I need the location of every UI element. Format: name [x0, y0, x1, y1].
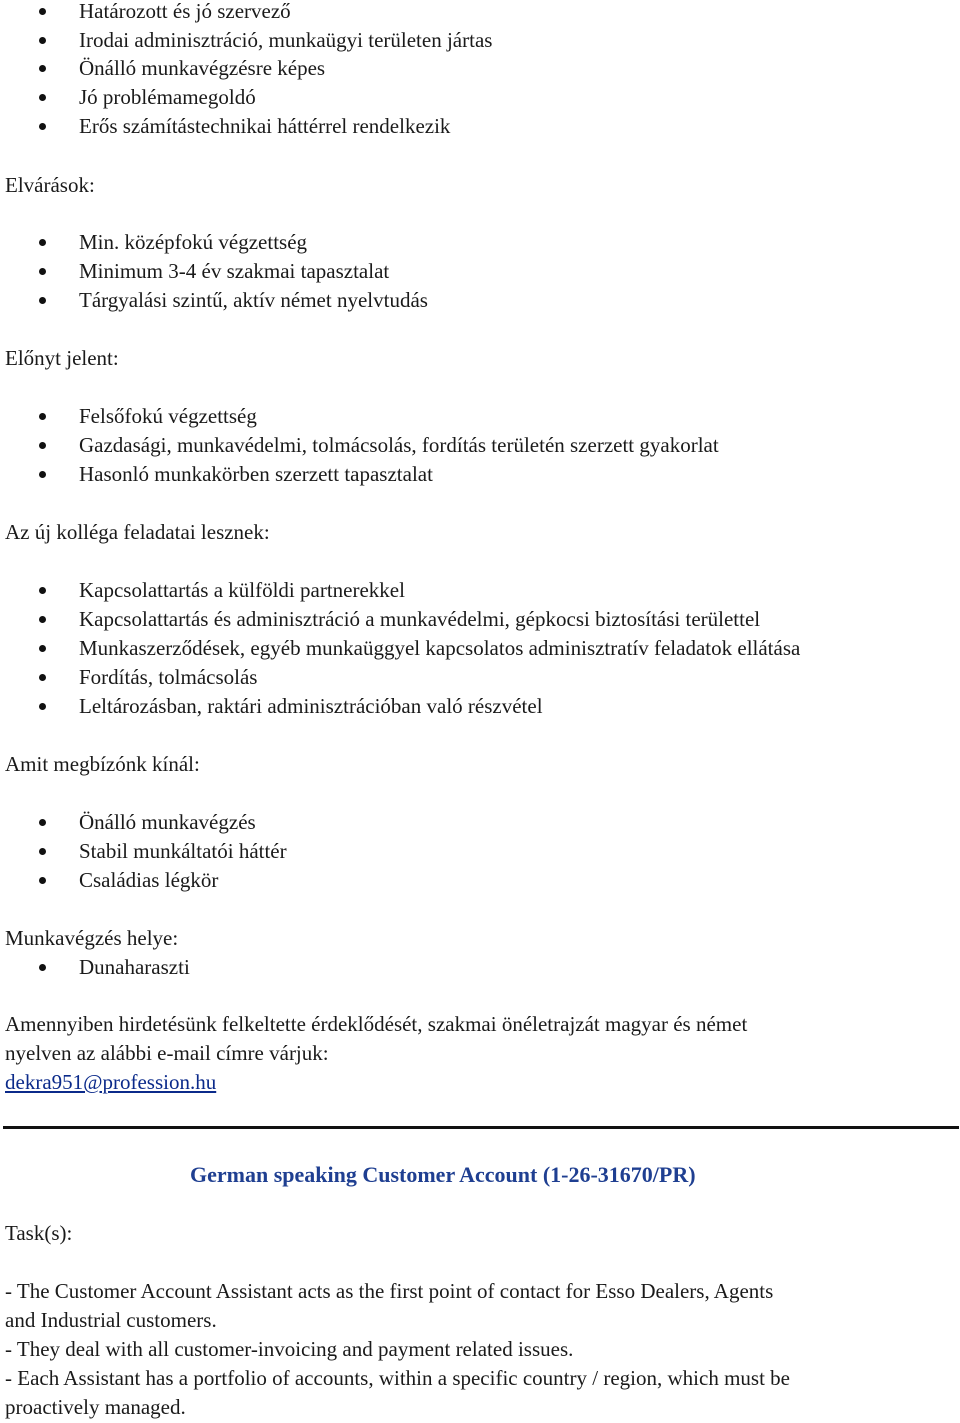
list-item: Leltározásban, raktári adminisztrációban való részvétel	[79, 694, 543, 718]
offer-heading: Amit megbízónk kínál:	[5, 752, 200, 776]
apply-text-line-2: nyelven az alábbi e-mail címre várjuk:	[5, 1041, 329, 1065]
list-item: Jó problémamegoldó	[79, 85, 256, 109]
list-item: Tárgyalási szintű, aktív német nyelvtudás	[79, 288, 428, 312]
list-item: Min. középfokú végzettség	[79, 230, 308, 254]
section-divider	[3, 1126, 959, 1129]
task-line: and Industrial customers.	[5, 1308, 217, 1332]
list-item: Kapcsolattartás a külföldi partnerekkel	[79, 578, 405, 602]
task-line: - Each Assistant has a portfolio of accounts, within a specific country / region, which must be	[5, 1366, 790, 1390]
list-item: Határozott és jó szervező	[79, 0, 291, 23]
list-item: Hasonló munkakörben szerzett tapasztalat	[79, 462, 433, 486]
list-item: Minimum 3-4 év szakmai tapasztalat	[79, 259, 390, 283]
list-item: Önálló munkavégzés	[79, 810, 256, 834]
list-item: Családias légkör	[79, 868, 219, 892]
list-item: Stabil munkáltatói háttér	[79, 839, 287, 863]
list-item: Dunaharaszti	[79, 955, 190, 979]
task-line: - The Customer Account Assistant acts as the first point of contact for Esso Dealers, Agents	[5, 1279, 774, 1303]
list-item: Fordítás, tolmácsolás	[79, 665, 258, 689]
task-line: - They deal with all customer-invoicing and payment related issues.	[5, 1337, 574, 1361]
list-item: Erős számítástechnikai háttérrel rendelkezik	[79, 114, 451, 138]
apply-text-line-1: Amennyiben hirdetésünk felkeltette érdeklődését, szakmai önéletrajzát magyar és német	[5, 1012, 748, 1036]
list-item: Önálló munkavégzésre képes	[79, 56, 326, 80]
list-item: Gazdasági, munkavédelmi, tolmácsolás, fordítás területén szerzett gyakorlat	[79, 433, 719, 457]
task-label: Task(s):	[5, 1221, 73, 1245]
list-item: Kapcsolattartás és adminisztráció a munkavédelmi, gépkocsi biztosítási területtel	[79, 607, 761, 631]
list-item: Felsőfokú végzettség	[79, 404, 257, 428]
list-item: Munkaszerződések, egyéb munkaüggyel kapcsolatos adminisztratív feladatok ellátása	[79, 636, 801, 660]
requirements-heading: Elvárások:	[5, 173, 95, 197]
tasks-heading: Az új kolléga feladatai lesznek:	[5, 520, 270, 544]
advantages-heading: Előnyt jelent:	[5, 346, 119, 370]
list-item: Irodai adminisztráció, munkaügyi területen jártas	[79, 28, 493, 52]
location-heading: Munkavégzés helye:	[5, 926, 179, 950]
email-link[interactable]: dekra951@profession.hu	[5, 1070, 217, 1094]
job-title: German speaking Customer Account (1-26-31670/PR)	[190, 1162, 696, 1187]
task-line: proactively managed.	[5, 1395, 186, 1419]
apply-email-line	[5, 1068, 216, 1097]
